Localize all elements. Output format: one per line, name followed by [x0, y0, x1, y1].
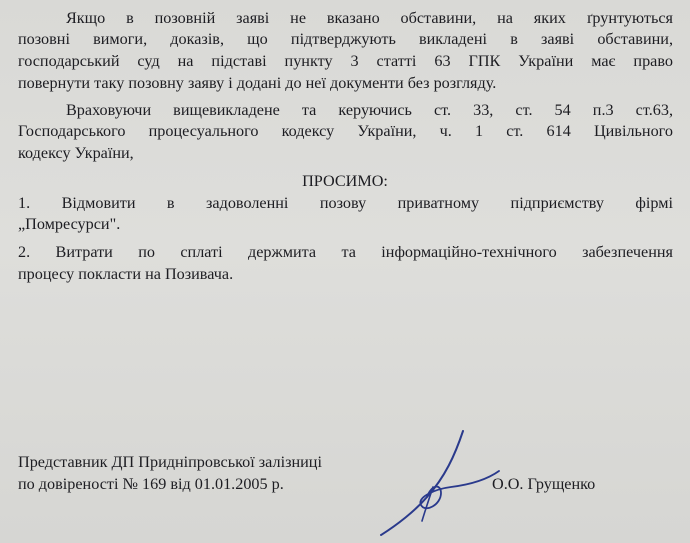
- power-of-attorney: по довіреності № 169 від 01.01.2005 р.: [18, 475, 284, 493]
- handwritten-signature: [375, 425, 505, 540]
- representative-title: Представник ДП Придніпровської залізниці: [18, 453, 322, 471]
- request-2-line-1: 2. Витрати по сплаті держмита та інформаційно-технічного забезпечення: [18, 243, 673, 261]
- request-heading: ПРОСИМО:: [302, 172, 388, 190]
- signer-name: О.О. Грущенко: [492, 475, 596, 493]
- paragraph-1-line-4: повернути таку позовну заяву і додані до неї документи без розгляду.: [18, 74, 497, 92]
- request-1-line-2: „Помресурси".: [18, 215, 121, 233]
- paragraph-1-line-1: Якщо в позовній заяві не вказано обставини, на яких ґрунтуються: [66, 9, 673, 27]
- paragraph-2-line-2: Господарського процесуального кодексу України, ч. 1 ст. 614 Цивільного: [18, 122, 673, 140]
- paragraph-1-line-3: господарський суд на підставі пункту 3 статті 63 ГПК України має право: [18, 52, 673, 70]
- request-2-line-2: процесу покласти на Позивача.: [18, 265, 234, 283]
- paragraph-1-line-2: позовні вимоги, доказів, що підтверджують викладені в заяві обставини,: [18, 30, 673, 48]
- paragraph-2-line-3: кодексу України,: [18, 144, 134, 162]
- request-1-line-1: 1. Відмовити в задоволенні позову приватному підприємству фірмі: [18, 194, 673, 212]
- paragraph-2-line-1: Враховуючи вищевикладене та керуючись ст. 33, ст. 54 п.3 ст.63,: [66, 101, 673, 119]
